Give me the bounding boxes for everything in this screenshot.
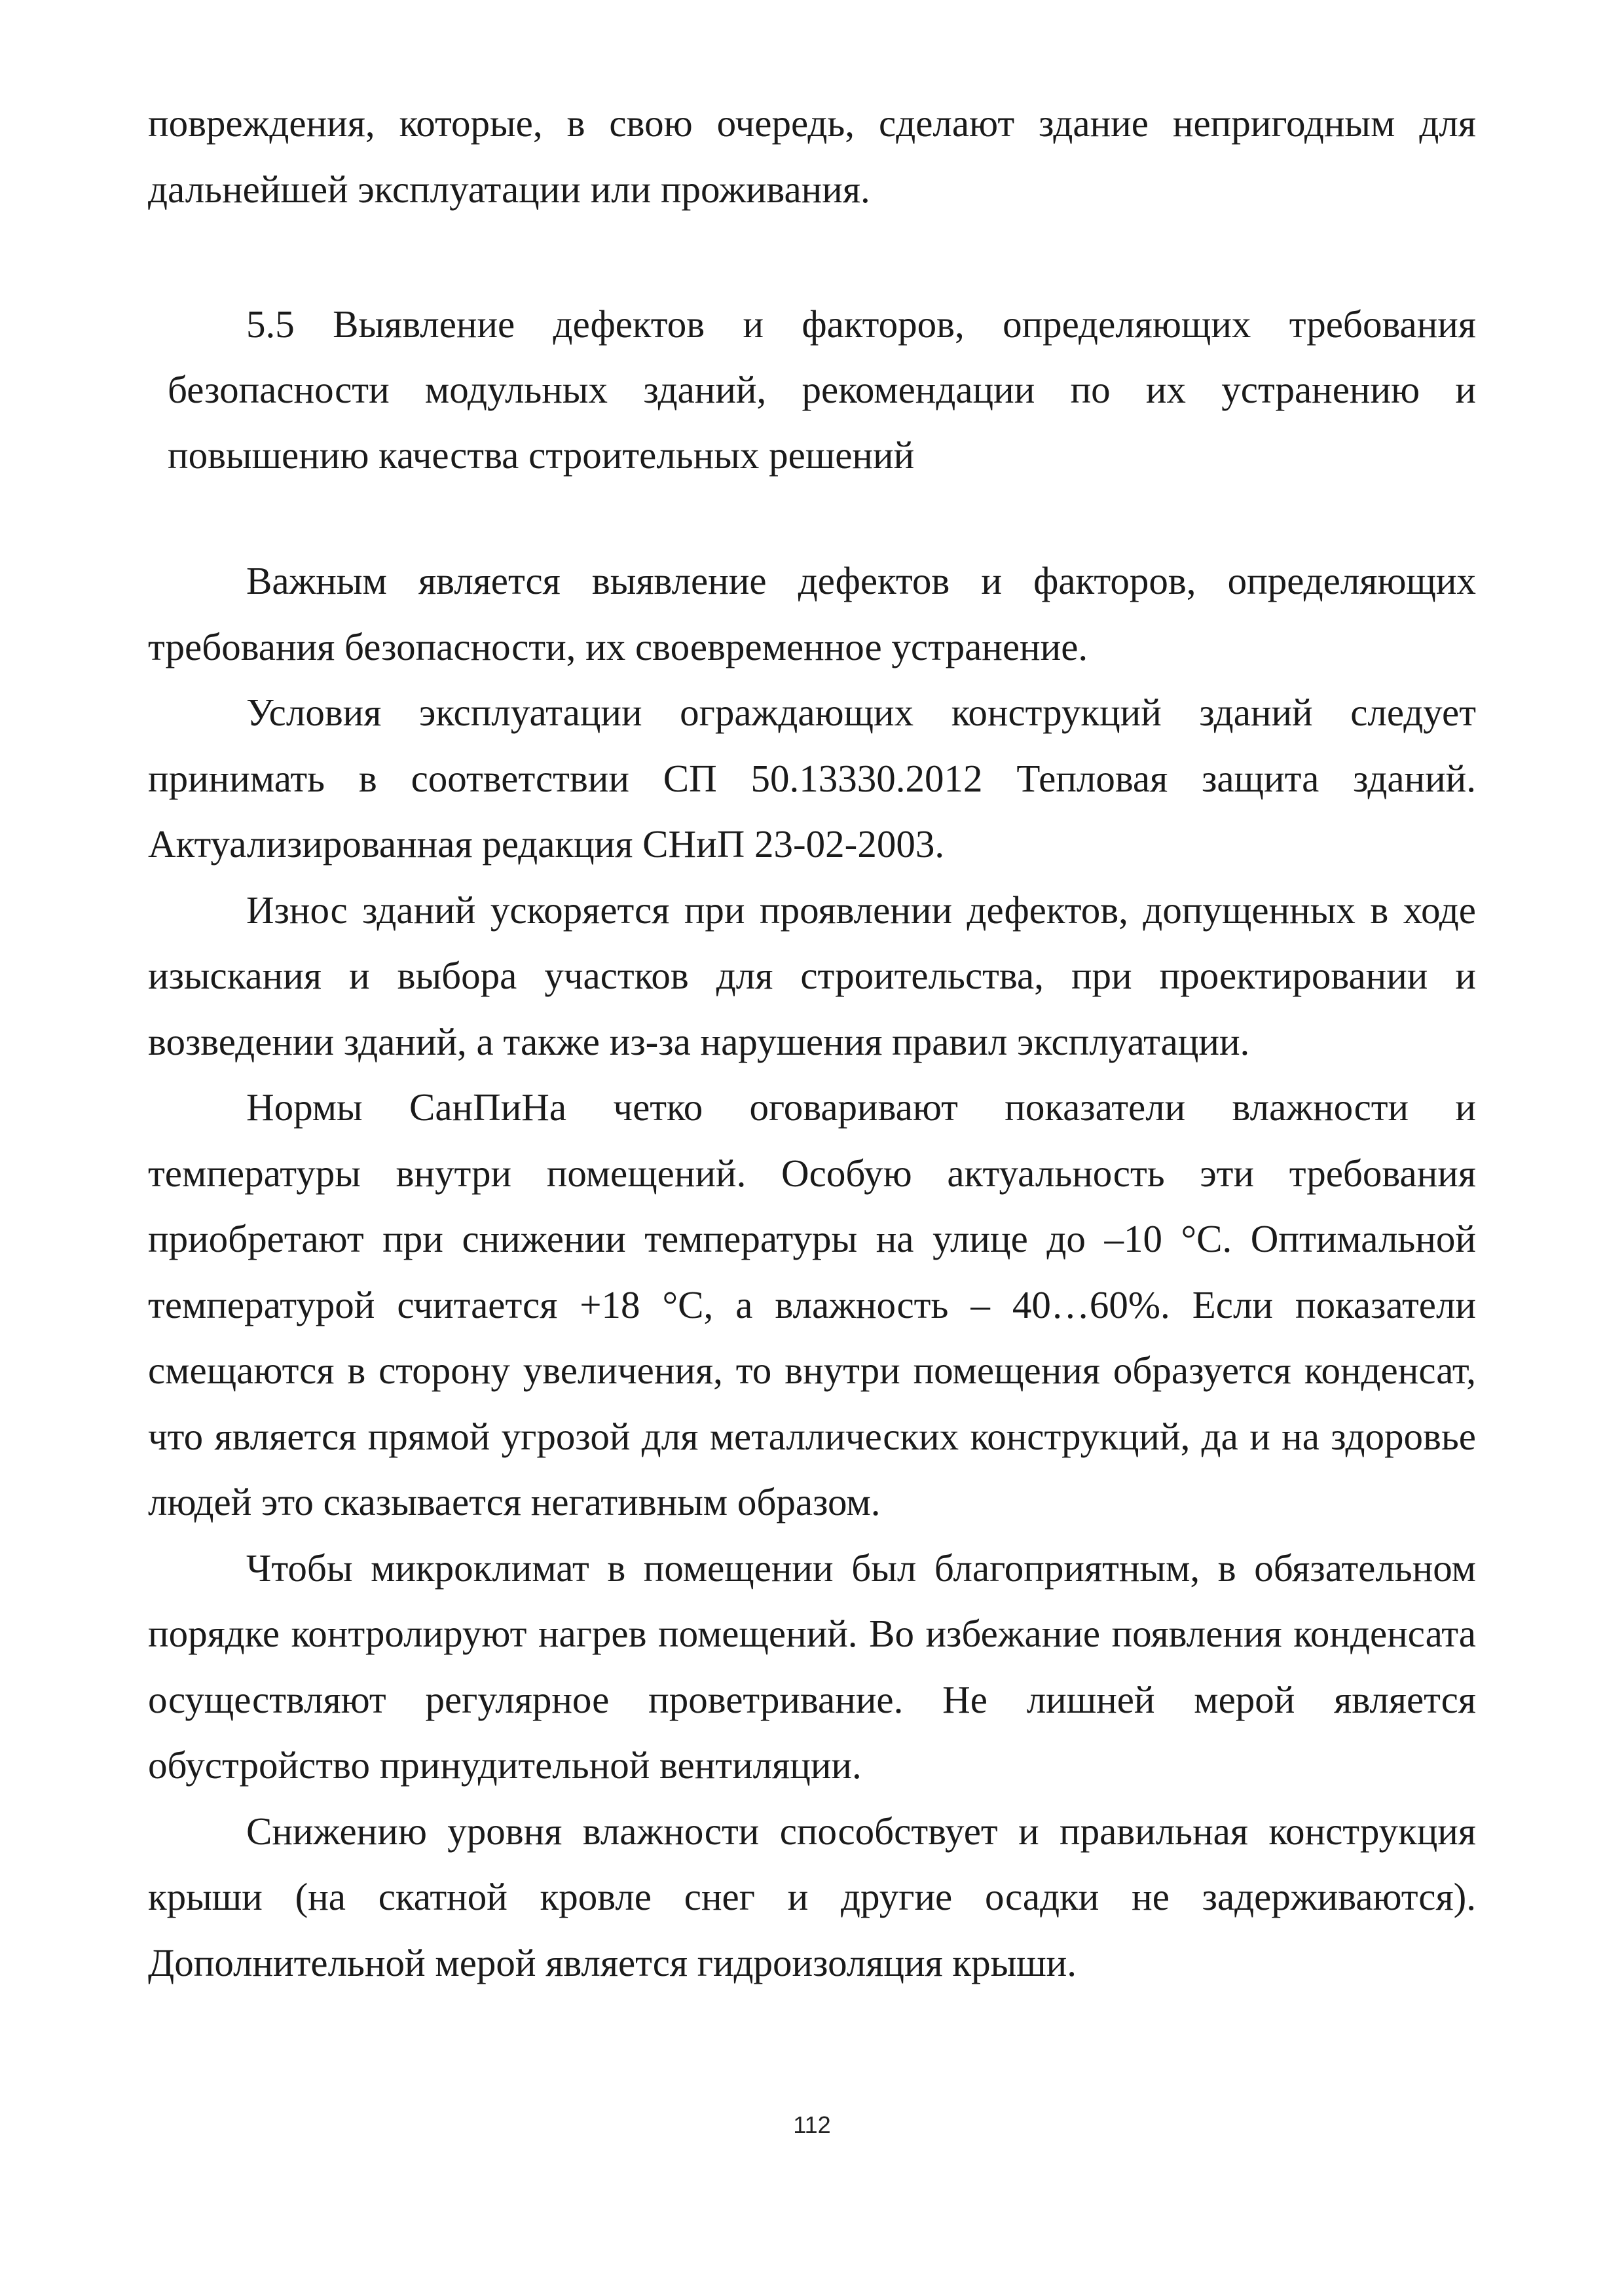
- continuation-paragraph: повреждения, которые, в свою очередь, сделают здание непригодным для дальнейшей эксплуатации или проживания.: [148, 101, 1476, 211]
- document-page: [148, 90, 1476, 1995]
- body-paragraph: Чтобы микроклимат в помещении был благоприятным, в обязательном порядке контролируют нагрев помещений. Во избежание появления конденсата осуществляют регулярное проветривание. Не лишней мерой является обустройство принудительной вентиляции.: [148, 1546, 1476, 1787]
- body-paragraph: Износ зданий ускоряется при проявлении дефектов, допущенных в ходе изыскания и выбора участков для строительства, при проектировании и возведении зданий, а также из-за нарушения правил эксплуатации.: [148, 888, 1476, 1063]
- page-number: 112: [793, 2111, 831, 2138]
- body-paragraph: Нормы СанПиНа четко оговаривают показатели влажности и температуры внутри помещений. Особую актуальность эти требования приобретают при снижении температуры на улице до –10 °С. Оптимальной температурой считается +18 °С, а влажность – 40…60%. Если показатели смещаются в сторону увеличения, то внутри помещения образуется конденсат, что является прямой угрозой для металлических конструкций, да и на здоровье людей это сказывается негативным образом.: [148, 1085, 1476, 1523]
- section-heading: 5.5 Выявление дефектов и факторов, определяющих требования безопасности модульных зданий, рекомендации по их устранению и повышению качества строительных решений: [168, 302, 1476, 477]
- body-paragraph: Важным является выявление дефектов и факторов, определяющих требования безопасности, их своевременное устранение.: [148, 559, 1476, 668]
- body-paragraph: Условия эксплуатации ограждающих конструкций зданий следует принимать в соответствии СП 50.13330.2012 Тепловая защита зданий. Актуализированная редакция СНиП 23-02-2003.: [148, 691, 1476, 866]
- body-paragraph: Снижению уровня влажности способствует и правильная конструкция крыши (на скатной кровле снег и другие осадки не задерживаются). Дополнительной мерой является гидроизоляция крыши.: [148, 1809, 1476, 1984]
